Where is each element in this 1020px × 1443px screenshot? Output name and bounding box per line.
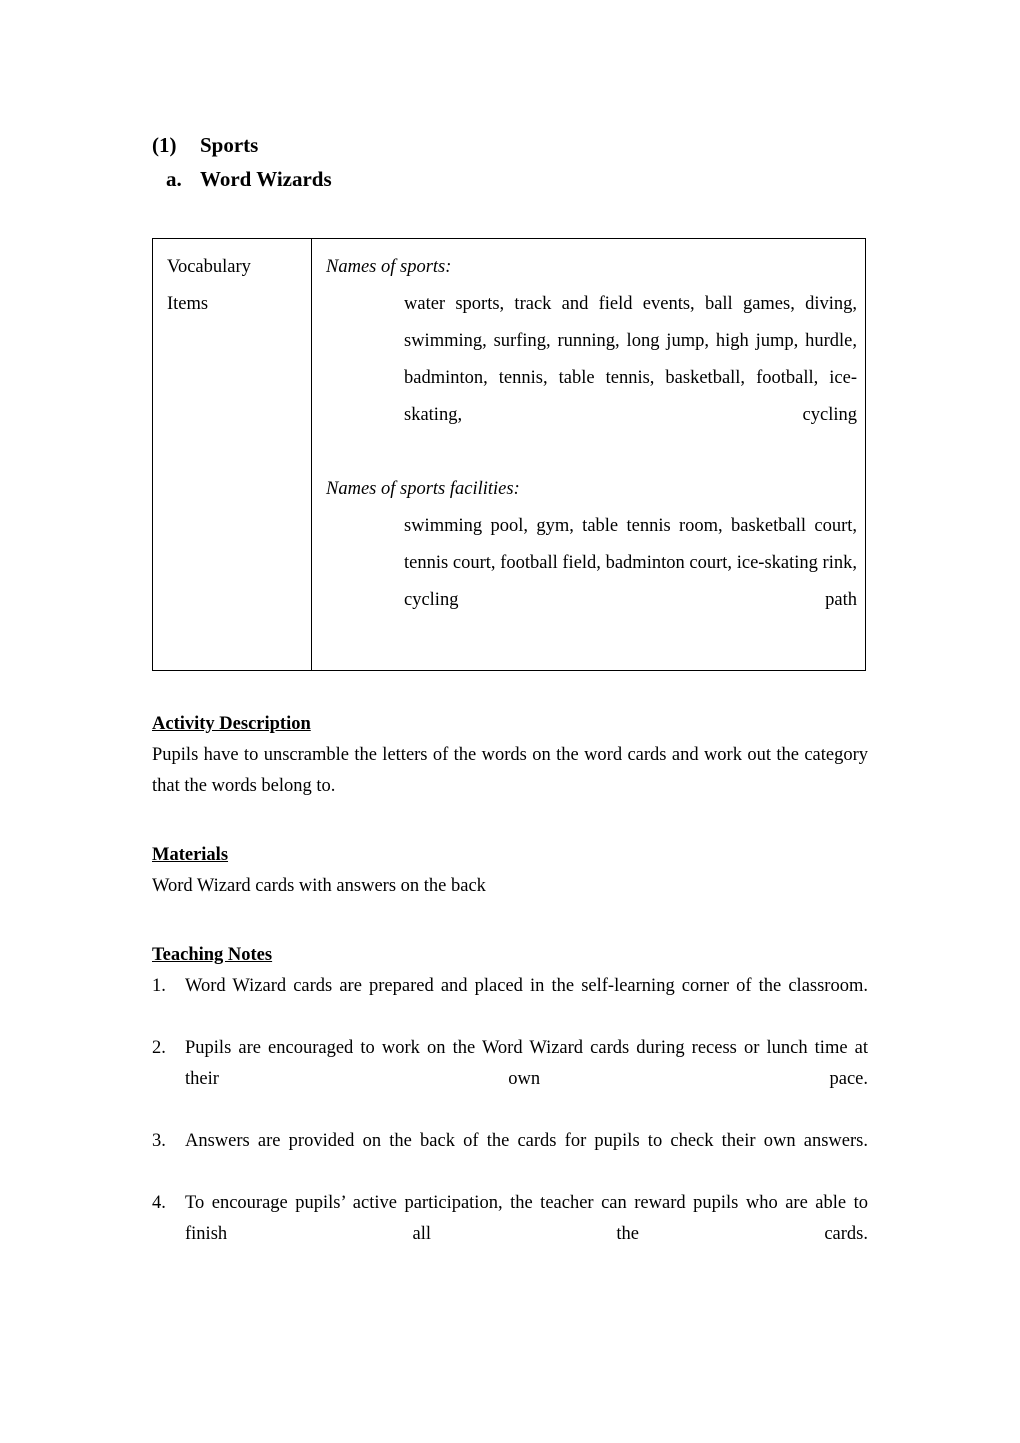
vocabulary-items-content-cell <box>312 239 866 671</box>
section-teaching-notes <box>152 940 868 1281</box>
list-item-number: 1. <box>152 976 166 996</box>
heading-sports-text: Sports <box>200 133 259 157</box>
list-item-number: 3. <box>152 1131 166 1151</box>
list-item-text: To encourage pupils’ active participation, the teacher can reward pupils who are able to finish all the cards. <box>185 1193 868 1244</box>
section-body-materials <box>152 871 868 902</box>
list-item-text: Word Wizard cards are prepared and placed in the self-learning corner of the classroom. <box>185 976 868 996</box>
list-item-number: 2. <box>152 1038 166 1058</box>
heading-sports-marker: (1) <box>152 133 177 157</box>
section-activity-description <box>152 709 868 802</box>
heading-word-wizards-marker: a. <box>166 167 182 191</box>
section-title-activity-description: Activity Description <box>152 714 311 734</box>
heading-sports <box>152 130 868 160</box>
list-item <box>152 971 868 1033</box>
list-item <box>152 1188 868 1281</box>
vocabulary-label-line2: Items <box>167 294 209 314</box>
document-content <box>152 130 868 1281</box>
list-item-text: Answers are provided on the back of the cards for pupils to check their own answers. <box>185 1131 868 1151</box>
list-item <box>152 1033 868 1126</box>
vocab-group-category-sports: Names of sports: <box>326 257 452 277</box>
section-title-teaching-notes: Teaching Notes <box>152 945 273 965</box>
activity-description-text: Pupils have to unscramble the letters of the words on the word cards and work out the category that the words belong to. <box>152 745 868 796</box>
list-item-text: Pupils are encouraged to work on the Word Wizard cards during recess or lunch time at their own pace. <box>185 1038 868 1089</box>
vocab-items-text-facilities: swimming pool, gym, table tennis room, basketball court, tennis court, football field, badminton court, ice-skating rink, cycling path <box>404 516 857 610</box>
vocab-items-text-sports: water sports, track and field events, ball games, diving, swimming, surfing, running, long jump, high jump, hurdle, badminton, tennis, table tennis, basketball, football, ice-skating, cycling <box>404 294 857 425</box>
list-item-number: 4. <box>152 1193 166 1213</box>
teaching-notes-list <box>152 971 868 1281</box>
vocab-group-category-facilities: Names of sports facilities: <box>326 479 520 499</box>
vocabulary-items-label-cell <box>153 239 312 671</box>
heading-word-wizards <box>152 164 868 194</box>
section-body-activity-description <box>152 740 868 802</box>
heading-word-wizards-text: Word Wizards <box>200 167 332 191</box>
vocabulary-table <box>152 238 866 671</box>
vocab-group-items-sports <box>326 286 857 471</box>
materials-text: Word Wizard cards with answers on the back <box>152 876 486 896</box>
vocab-group-items-facilities <box>326 508 857 656</box>
table-row <box>153 239 866 671</box>
list-item <box>152 1126 868 1188</box>
vocabulary-label-line1: Vocabulary <box>167 257 251 277</box>
section-title-materials: Materials <box>152 845 229 865</box>
section-materials <box>152 840 868 902</box>
